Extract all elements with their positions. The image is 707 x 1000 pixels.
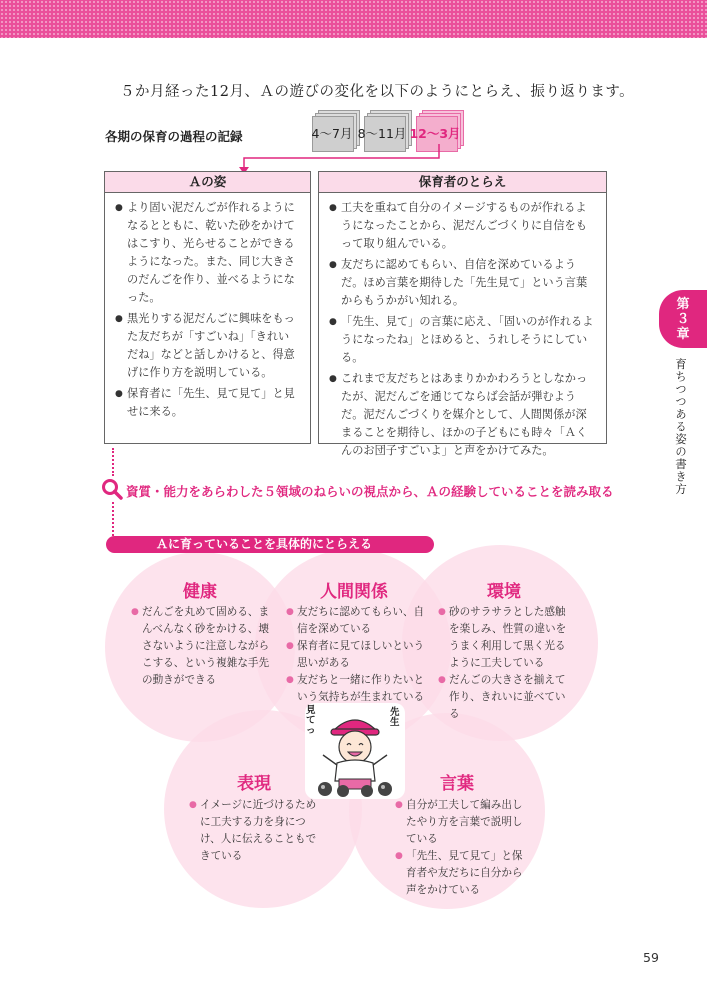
domain-title-ningen: 人間関係 xyxy=(320,582,388,602)
section-pill: Ａに育っていることを具体的にとらえる xyxy=(106,536,434,553)
teacher-interpretation-box xyxy=(318,171,607,457)
list-item: ● 「先生、見て見て」と保育者や友だちに自分から声をかけている xyxy=(395,848,527,899)
header-band xyxy=(0,0,707,38)
list-item: ● より固い泥だんごが作れるようになるとともに、乾いた砂をかけてはこすり、光らせることができるようになった。また、同じ大きさのだんごを作り、並べるようになった。 xyxy=(115,199,300,307)
intro-text: ５か月経った12月、Ａの遊びの変化を以下のようにとらえ、振り返ります。 xyxy=(120,84,635,100)
list-item: ● これまで友だちとはあまりかかわろうとしなかったが、泥だんごを通じてならば会話が弾むようだ。泥だんごづくりを媒介として、人間関係が深まることを期待し、ほかの子どもにも時々「Ａくんのお団子すごいよ」と声をかけてみた。 xyxy=(329,370,596,460)
dotted-connector xyxy=(112,502,114,536)
domain-list-kotoba xyxy=(395,797,527,899)
dotted-connector xyxy=(112,448,114,476)
box-title: 保育者のとらえ xyxy=(319,172,606,193)
page-number: 59 xyxy=(643,950,659,965)
list-item: ● だんごの大きさを揃えて作り、きれいに並べている xyxy=(438,672,574,723)
period-label: 4～7月 xyxy=(311,126,353,141)
list-item: ● 自分が工夫して編み出したやり方を言葉で説明している xyxy=(395,797,527,848)
list-item: ● イメージに近づけるために工夫する力を身につけ、人に伝えることもできている xyxy=(189,797,321,865)
list-item: ● 保育者に「先生、見て見て」と見せに来る。 xyxy=(115,385,300,421)
domain-title-kankyou: 環境 xyxy=(487,582,521,602)
list-item: ● 友だちに認めてもらい、自信を深めている xyxy=(286,604,430,638)
period-label-current: 12～3月 xyxy=(409,126,461,141)
box-title: Ａの姿 xyxy=(105,172,310,193)
domain-title-hyougen: 表現 xyxy=(237,774,271,794)
chapter-label: 第３章 xyxy=(676,297,690,342)
records-label: 各期の保育の過程の記録 xyxy=(105,129,243,144)
focus-text: 資質・能力をあらわした５領域のねらいの視点から、Ａの経験していることを読み取る xyxy=(126,484,614,499)
speech-text-right: 先生 xyxy=(390,707,400,728)
domain-title-kenkou: 健康 xyxy=(183,582,217,602)
magnifier-icon xyxy=(101,478,123,500)
list-item: ● 砂のサラサラとした感触を楽しみ、性質の違いをうまく利用して黒く光るように工夫している xyxy=(438,604,574,672)
child-observation-box xyxy=(104,171,311,444)
list-item: ● 友だちに認めてもらい、自信を深めているようだ。ほめ言葉を期待した「先生見て」という言葉からもうかがい知れる。 xyxy=(329,256,596,310)
domain-list-kenkou xyxy=(131,604,279,689)
domain-list-hyougen xyxy=(189,797,321,865)
list-item: ● 工夫を重ねて自分のイメージするものが作れるようになったことから、泥だんごづくりに自信をもって取り組んでいる。 xyxy=(329,199,596,253)
list-item: ● 保育者に見てほしいという思いがある xyxy=(286,638,430,672)
chapter-title: 育ちつつある姿の書き方 xyxy=(674,358,688,496)
list-item: ● 「先生、見て」の言葉に応え、「固いのが作れるようになったね」とほめると、うれしそうにしている。 xyxy=(329,313,596,367)
domain-title-kotoba: 言葉 xyxy=(440,774,474,794)
list-item: ● 黒光りする泥だんごに興味をもった友だちが「すごいね」「きれいだね」などと話しかけると、得意げに作り方を説明している。 xyxy=(115,310,300,382)
domain-list-ningen xyxy=(286,604,430,706)
period-label: 8～11月 xyxy=(357,126,407,141)
list-item: ● 友だちと一緒に作りたいという気持ちが生まれている xyxy=(286,672,430,706)
domain-list-kankyou xyxy=(438,604,574,723)
speech-text-left: 見てっ xyxy=(306,705,316,736)
list-item: ● だんごを丸めて固める、まんべんなく砂をかける、壊さないように注意しながらこする、という複雑な手先の動きができる xyxy=(131,604,279,689)
